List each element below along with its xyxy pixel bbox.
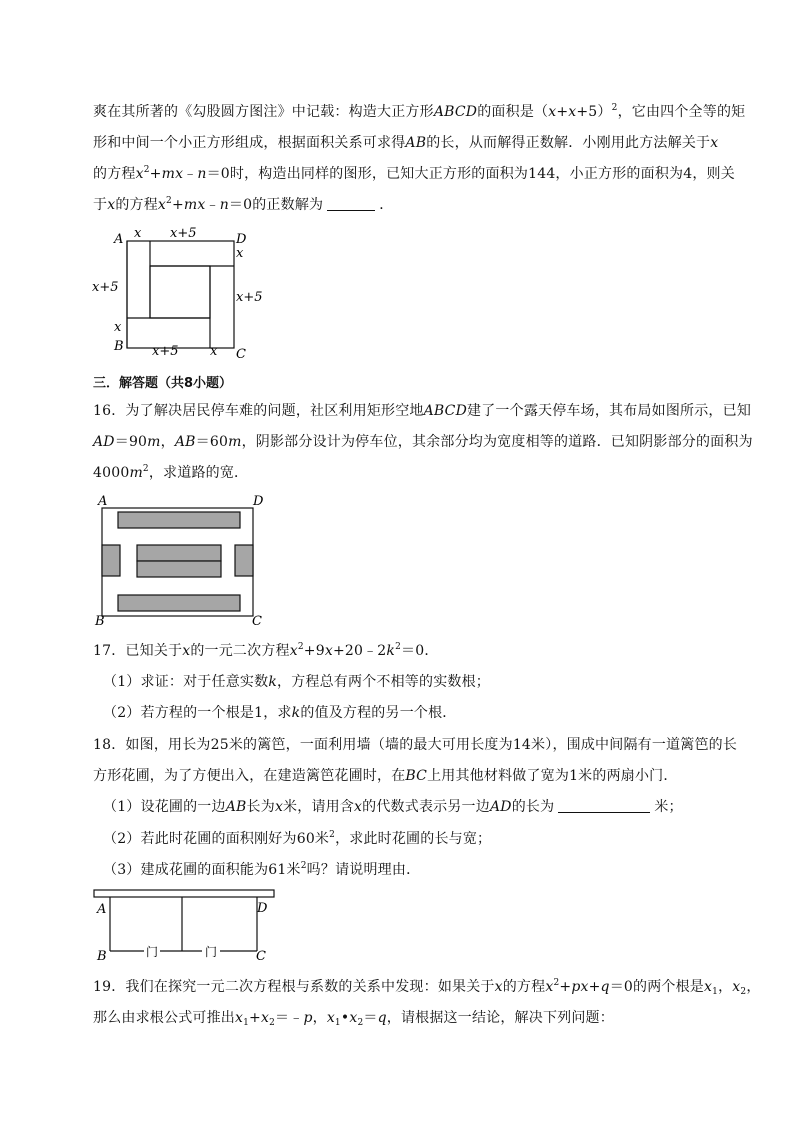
text: 的一元二次方程 [190, 643, 290, 659]
label-B: B [114, 339, 124, 354]
text: ＝0时，构造出同样的图形，已知大正方形的面积为144，小正方形的面积为4，则关 [206, 166, 735, 182]
text: x [732, 979, 741, 995]
text: 上用其他材料做了宽为1米的两扇小门． [427, 768, 678, 784]
text: 2 [553, 978, 560, 988]
label-right-x5: x+5 [236, 290, 263, 305]
figure-garden [92, 887, 278, 963]
text: q [600, 979, 610, 995]
text: +20﹣2 [332, 643, 387, 659]
text: x [235, 1010, 244, 1026]
parking-center-upper [137, 545, 221, 561]
text: x [704, 979, 713, 995]
q18-line-1 [93, 735, 737, 755]
text: AB [174, 434, 196, 450]
text: （1）设花圃的一边 [103, 799, 226, 815]
text: AB [405, 135, 427, 151]
text: + [149, 166, 162, 182]
text: mx [183, 197, 206, 213]
text: mx [161, 166, 184, 182]
text: AB [225, 799, 247, 815]
text: 米，请用含 [283, 799, 355, 815]
parking-top [118, 512, 240, 528]
text: + [171, 197, 184, 213]
text: 16．为了解决居民停车难的问题，社区利用矩形空地 [93, 403, 424, 419]
text: n [197, 166, 207, 182]
text: ＝60 [195, 434, 229, 450]
text: x [326, 1010, 335, 1026]
text: ＝0的两个根是 [609, 979, 705, 995]
text: 2 [357, 1018, 364, 1028]
parking-bottom [118, 595, 240, 611]
text: 方形花圃，为了方便出入，在建造篱笆花圃时，在 [93, 768, 406, 784]
p15-line-4 [93, 195, 393, 215]
text: ＝90 [114, 434, 148, 450]
text: 17．已知关于 [93, 643, 183, 659]
text: （1）求证：对于任意实数 [103, 674, 269, 690]
text: ，请根据这一结论，解决下列问题： [386, 1010, 614, 1026]
text: ＝0． [401, 643, 439, 659]
text: x [494, 979, 503, 995]
text: 的长为 [511, 799, 555, 815]
q17-sub-1 [103, 672, 490, 692]
label-B: B [97, 949, 107, 963]
text: ，阴影部分设计为停车位，其余部分均为宽度相等的道路．已知阴影部分的面积为 [241, 434, 753, 450]
text: 那么由求根公式可推出 [93, 1010, 235, 1026]
label-left-x5: x+5 [92, 280, 119, 295]
text: AD [93, 434, 115, 450]
label-bottom-x5: x+5 [152, 344, 179, 359]
text: + [559, 979, 572, 995]
label-D: D [236, 232, 247, 247]
text: m [228, 434, 242, 450]
text: 19．我们在探究一元二次方程根与系数的关系中发现：如果关于 [93, 979, 495, 995]
text: 2 [269, 1018, 276, 1028]
text: 1 [243, 1018, 250, 1028]
p15-line-2 [93, 133, 718, 153]
q18-sub-3 [103, 860, 420, 880]
text: +5） [576, 104, 612, 120]
text: n [219, 197, 229, 213]
label-C: C [256, 949, 266, 963]
text: 2 [611, 103, 618, 113]
text: + [556, 104, 569, 120]
label-D: D [257, 901, 268, 916]
text: 的方程 [93, 166, 136, 182]
p15-line-3 [93, 164, 735, 184]
text: ，方程总有两个不相等的实数根； [277, 674, 490, 690]
text: （2）若方程的一个根是1，求 [103, 705, 292, 721]
text: 建了一个露天停车场，其布局如图所示，已知 [467, 403, 752, 419]
section-heading: 三．解答题（共8小题） [93, 376, 233, 391]
text: 2 [297, 642, 304, 652]
text: 2 [142, 464, 149, 474]
text: x [260, 1010, 270, 1026]
label-bottom-x: x [210, 344, 218, 359]
label-door: 门 [146, 945, 159, 959]
text: BC [405, 768, 428, 784]
q16-line-3 [93, 463, 248, 483]
small-square [150, 266, 210, 318]
text: 1 [712, 987, 719, 997]
q18-sub-1 [103, 797, 683, 817]
label-C: C [252, 614, 262, 628]
text: + [249, 1010, 261, 1026]
text: ABCD [433, 104, 478, 120]
label-C: C [236, 347, 246, 360]
text: 长为 [246, 799, 275, 815]
text: q [377, 1010, 387, 1026]
parking-right [235, 545, 253, 576]
q19-line-1 [93, 977, 761, 997]
q18-line-2 [93, 766, 678, 786]
text: x [545, 979, 554, 995]
text: ， [160, 434, 175, 450]
q17-sub-2 [103, 703, 457, 723]
text: p [303, 1010, 313, 1026]
text: 1 [334, 1018, 341, 1028]
parking-left [102, 545, 120, 576]
text: ＝0的正数解为 [228, 197, 324, 213]
text: 形和中间一个小正方形组成，根据面积关系可求得 [93, 135, 406, 151]
text: x [135, 166, 144, 182]
text: • [340, 1010, 350, 1026]
q17-line-1 [93, 641, 439, 661]
text: 2 [329, 830, 336, 840]
answer-blank [327, 196, 375, 211]
text: x [289, 643, 298, 659]
text: 的方程 [502, 979, 546, 995]
parking-center-lower [137, 561, 221, 577]
text: m [129, 465, 143, 481]
text: 吗？请说明理由． [306, 862, 421, 878]
label-D: D [253, 494, 264, 509]
text: ﹣ [205, 197, 220, 213]
text: 2 [395, 642, 402, 652]
text: ＝﹣ [275, 1010, 304, 1026]
text: x [568, 104, 577, 120]
text: ， [746, 979, 761, 995]
text: 的方程 [115, 197, 158, 213]
text: 2 [166, 196, 172, 206]
text: k [291, 705, 301, 721]
text: x [548, 104, 557, 120]
text: 的面积是（ [477, 104, 549, 120]
text: ． [379, 197, 394, 213]
text: 于 [93, 197, 108, 213]
text: k [268, 674, 277, 690]
text: x [354, 799, 363, 815]
text: ﹣ [183, 166, 198, 182]
text: （2）若此时花圃的面积刚好为60米 [103, 831, 330, 847]
text: px [571, 979, 589, 995]
p15-line-1 [93, 102, 745, 122]
text: x [349, 1010, 358, 1026]
text: 2 [300, 861, 307, 871]
text: AD [489, 799, 512, 815]
text: x [157, 197, 167, 213]
label-A: A [97, 902, 107, 917]
label-A: A [114, 232, 124, 247]
text: +9 [303, 643, 325, 659]
text: x [182, 643, 191, 659]
text: x [107, 197, 116, 213]
answer-blank [558, 798, 650, 813]
figure-parking-lot [92, 494, 272, 628]
text: x [710, 135, 719, 151]
text: （3）建成花圃的面积能为61米 [103, 862, 301, 878]
label-left-x: x [114, 320, 122, 335]
text: 的值及方程的另一个根． [300, 705, 457, 721]
text: 2 [143, 165, 150, 175]
text: 4000 [93, 465, 130, 481]
label-A: A [98, 494, 108, 509]
text: 18．如图，用长为25米的篱笆，一面利用墙（墙的最大可用长度为14米），围成中间隔有一道篱笆的长 [93, 737, 738, 753]
text: ， [718, 979, 733, 995]
q16-line-1 [93, 401, 751, 421]
text: + [588, 979, 601, 995]
text: k [386, 643, 396, 659]
wall [94, 890, 274, 897]
text: 的代数式表示另一边 [362, 799, 490, 815]
figure-square-diagram [90, 225, 270, 360]
label-door: 门 [205, 945, 218, 959]
q16-line-2 [93, 432, 753, 452]
q19-line-2 [93, 1008, 614, 1028]
text: x [274, 799, 284, 815]
label-right-x: x [236, 246, 244, 261]
text: 的长，从而解得正数解．小刚用此方法解关于 [426, 135, 711, 151]
text: ，它由四个全等的矩 [617, 104, 746, 120]
label-top-x: x [134, 226, 142, 241]
text: m [147, 434, 161, 450]
text: ，求此时花圃的长与宽； [335, 831, 492, 847]
q18-sub-2 [103, 829, 491, 849]
text: 爽在其所著的《勾股圆方图注》中记载：构造大正方形 [93, 104, 434, 120]
label-top-x5: x+5 [170, 226, 197, 241]
text: 米； [654, 799, 683, 815]
text: ABCD [423, 403, 468, 419]
text: ，求道路的宽． [148, 465, 249, 481]
label-B: B [95, 614, 105, 628]
text: ＝ [363, 1010, 378, 1026]
text: 2 [740, 987, 747, 997]
text: ， [312, 1010, 327, 1026]
big-square [127, 241, 234, 348]
text: x [324, 643, 333, 659]
